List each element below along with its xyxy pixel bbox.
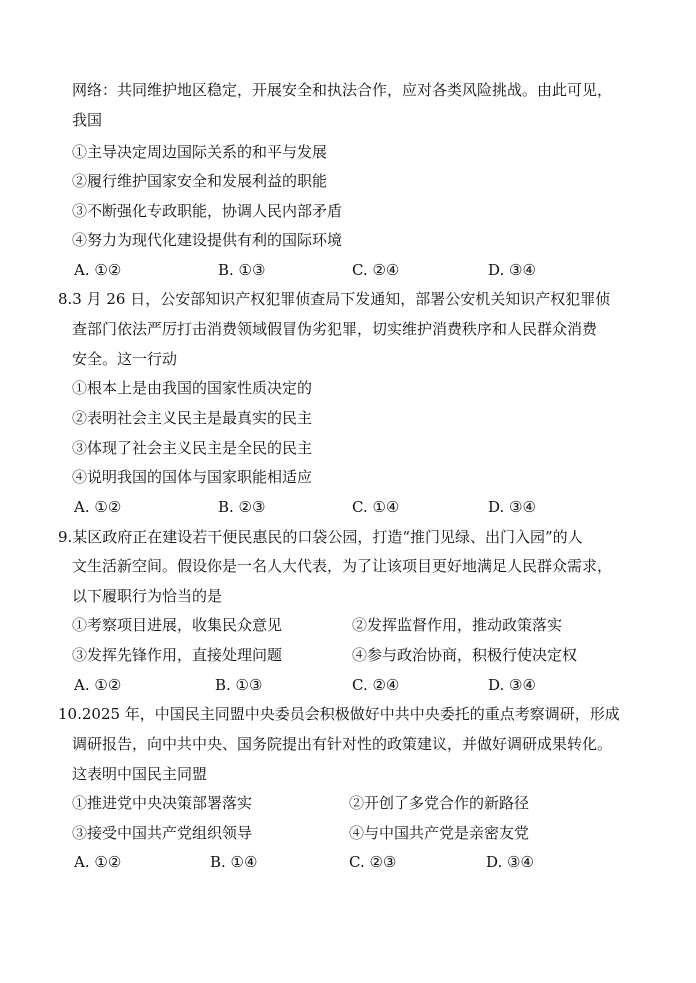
q8-stem-line-2: 查部门依法严厉打击消费领域假冒伪劣犯罪，切实维护消费秩序和人民群众消费 bbox=[72, 320, 598, 338]
q9-option-d: D. ③④ bbox=[488, 676, 536, 694]
q7-stem-line-2: 我国 bbox=[72, 111, 103, 129]
q10-stem-line-1: 10.2025 年，中国民主同盟中央委员会积极做好中共中央委托的重点考察调研，形成 bbox=[58, 705, 620, 723]
q9-option-c: C. ②④ bbox=[352, 676, 400, 694]
q8-stem-line-3: 安全。这一行动 bbox=[72, 350, 178, 368]
q7-stem-line-1: 网络：共同维护地区稳定，开展安全和执法合作，应对各类风险挑战。由此可见， bbox=[72, 81, 613, 99]
q7-item-2: ②履行维护国家安全和发展利益的职能 bbox=[72, 172, 328, 190]
q8-option-b: B. ②③ bbox=[218, 498, 266, 516]
q7-item-3: ③不断强化专政职能，协调人民内部矛盾 bbox=[72, 202, 343, 220]
q9-option-b: B. ①③ bbox=[215, 676, 263, 694]
q9-item-3: ③发挥先锋作用，直接处理问题 bbox=[72, 646, 283, 664]
q10-item-1: ①推进党中央决策部署落实 bbox=[72, 794, 253, 812]
q10-stem-line-3: 这表明中国民主同盟 bbox=[72, 765, 208, 783]
q9-stem-line-3: 以下履职行为恰当的是 bbox=[72, 587, 223, 605]
q8-item-2: ②表明社会主义民主是最真实的民主 bbox=[72, 409, 313, 427]
q8-item-3: ③体现了社会主义民主是全民的民主 bbox=[72, 439, 313, 457]
q10-item-2: ②开创了多党合作的新路径 bbox=[349, 794, 530, 812]
q9-item-4: ④参与政治协商，积极行使决定权 bbox=[352, 646, 578, 664]
q9-stem-line-2: 文生活新空间。假设你是一名人大代表，为了让该项目更好地满足人民群众需求， bbox=[72, 557, 613, 575]
q10-item-4: ④与中国共产党是亲密友党 bbox=[349, 824, 530, 842]
q7-item-1: ①主导决定周边国际关系的和平与发展 bbox=[72, 143, 328, 161]
q10-option-c: C. ②③ bbox=[349, 853, 397, 871]
q7-item-4: ④努力为现代化建设提供有利的国际环境 bbox=[72, 231, 343, 249]
q9-option-a: A. ①② bbox=[74, 676, 122, 694]
q10-stem-line-2: 调研报告，向中共中央、国务院提出有针对性的政策建议，并做好调研成果转化。 bbox=[72, 735, 613, 753]
q10-option-d: D. ③④ bbox=[486, 853, 534, 871]
q7-option-c: C. ②④ bbox=[352, 261, 400, 279]
q10-option-b: B. ①④ bbox=[210, 853, 258, 871]
q7-option-a: A. ①② bbox=[74, 261, 122, 279]
q9-item-2: ②发挥监督作用，推动政策落实 bbox=[352, 616, 563, 634]
q7-option-d: D. ③④ bbox=[488, 261, 536, 279]
q9-stem-line-1: 9.某区政府正在建设若干便民惠民的口袋公园，打造“推门见绿、出门入园”的人 bbox=[58, 528, 583, 546]
q9-item-1: ①考察项目进展，收集民众意见 bbox=[72, 616, 283, 634]
q8-option-c: C. ①④ bbox=[352, 498, 400, 516]
q8-item-4: ④说明我国的国体与国家职能相适应 bbox=[72, 468, 313, 486]
q8-item-1: ①根本上是由我国的国家性质决定的 bbox=[72, 379, 313, 397]
q10-item-3: ③接受中国共产党组织领导 bbox=[72, 824, 253, 842]
q8-stem-line-1: 8.3 月 26 日，公安部知识产权犯罪侦查局下发通知，部署公安机关知识产权犯罪侦 bbox=[58, 290, 611, 308]
q10-option-a: A. ①② bbox=[74, 853, 122, 871]
q7-option-b: B. ①③ bbox=[218, 261, 266, 279]
q8-option-d: D. ③④ bbox=[488, 498, 536, 516]
q8-option-a: A. ①② bbox=[74, 498, 122, 516]
